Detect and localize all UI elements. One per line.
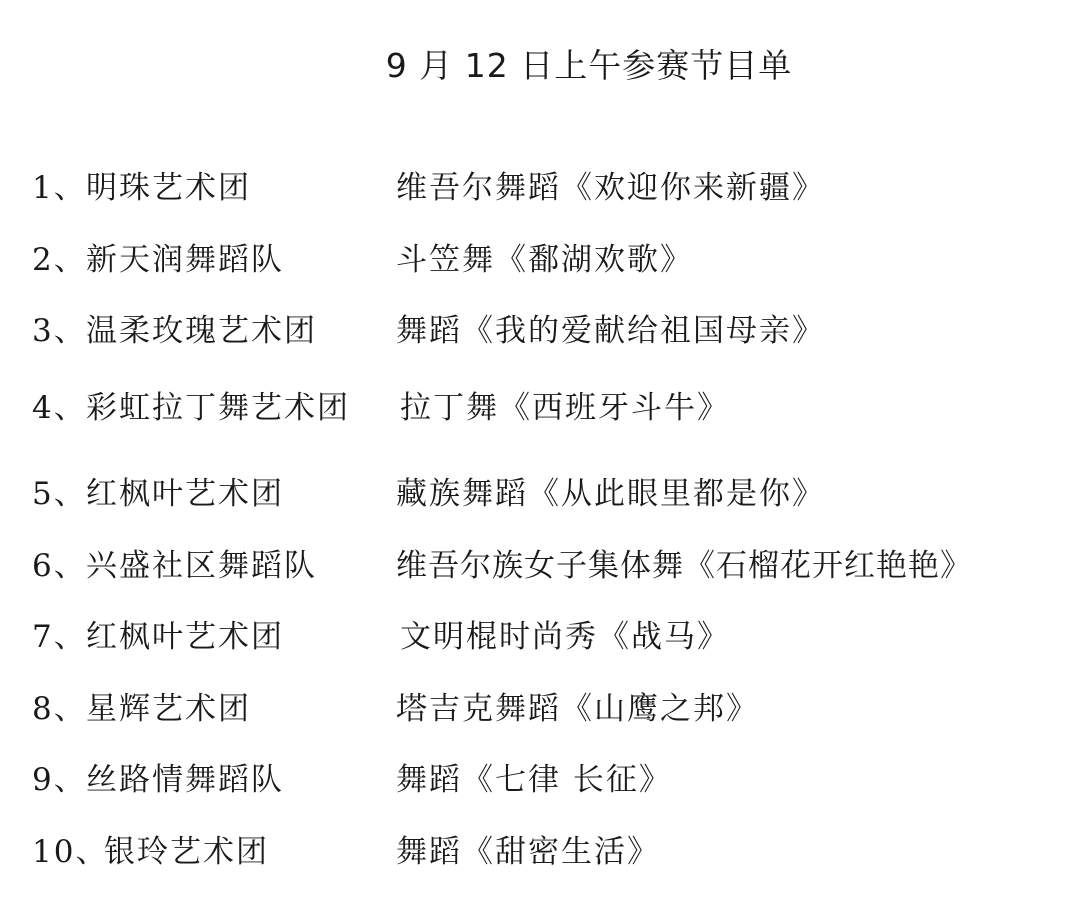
entry-number: 9、 (32, 762, 87, 798)
program-name: 舞蹈《七律 长征》 (396, 762, 672, 798)
list-item-5 (32, 474, 825, 514)
entry-number: 10、 (32, 834, 109, 870)
group-name: 红枫叶艺术团 (86, 476, 284, 512)
group-name: 银玲艺术团 (104, 834, 269, 870)
group-name: 明珠艺术团 (86, 170, 251, 206)
program-name: 文明棍时尚秀《战马》 (400, 619, 730, 655)
group-name: 温柔玫瑰艺术团 (86, 313, 317, 349)
group-name: 彩虹拉丁舞艺术团 (86, 390, 350, 426)
entry-number: 4、 (32, 390, 87, 426)
program-name: 拉丁舞《西班牙斗牛》 (400, 390, 730, 426)
program-name: 藏族舞蹈《从此眼里都是你》 (396, 476, 825, 512)
group-name: 星辉艺术团 (86, 691, 251, 727)
entry-number: 6、 (32, 548, 87, 584)
group-name: 丝路情舞蹈队 (86, 762, 284, 798)
entry-number: 2、 (32, 242, 87, 278)
list-item-1 (32, 168, 825, 208)
group-name: 兴盛社区舞蹈队 (86, 548, 317, 584)
program-name: 维吾尔舞蹈《欢迎你来新疆》 (396, 170, 825, 206)
entry-number: 3、 (32, 313, 87, 349)
group-name: 新天润舞蹈队 (86, 242, 284, 278)
program-name: 斗笠舞《鄱湖欢歌》 (396, 242, 693, 278)
program-name: 维吾尔族女子集体舞《石榴花开红艳艳》 (396, 548, 972, 584)
list-item-4 (32, 388, 730, 428)
list-item-9 (32, 760, 672, 800)
entry-number: 8、 (32, 691, 87, 727)
list-item-8 (32, 689, 759, 729)
program-name: 塔吉克舞蹈《山鹰之邦》 (396, 691, 759, 727)
list-item-7 (32, 617, 730, 657)
list-item-2 (32, 240, 693, 280)
list-item-10 (32, 832, 660, 872)
entry-number: 5、 (32, 476, 87, 512)
entry-number: 1、 (32, 170, 87, 206)
program-name: 舞蹈《我的爱献给祖国母亲》 (396, 313, 825, 349)
page-title: 9 月 12 日上午参赛节目单 (385, 46, 793, 85)
list-item-3 (32, 311, 825, 351)
list-item-6 (32, 546, 972, 586)
group-name: 红枫叶艺术团 (86, 619, 284, 655)
program-name: 舞蹈《甜密生活》 (396, 834, 660, 870)
entry-number: 7、 (32, 619, 87, 655)
